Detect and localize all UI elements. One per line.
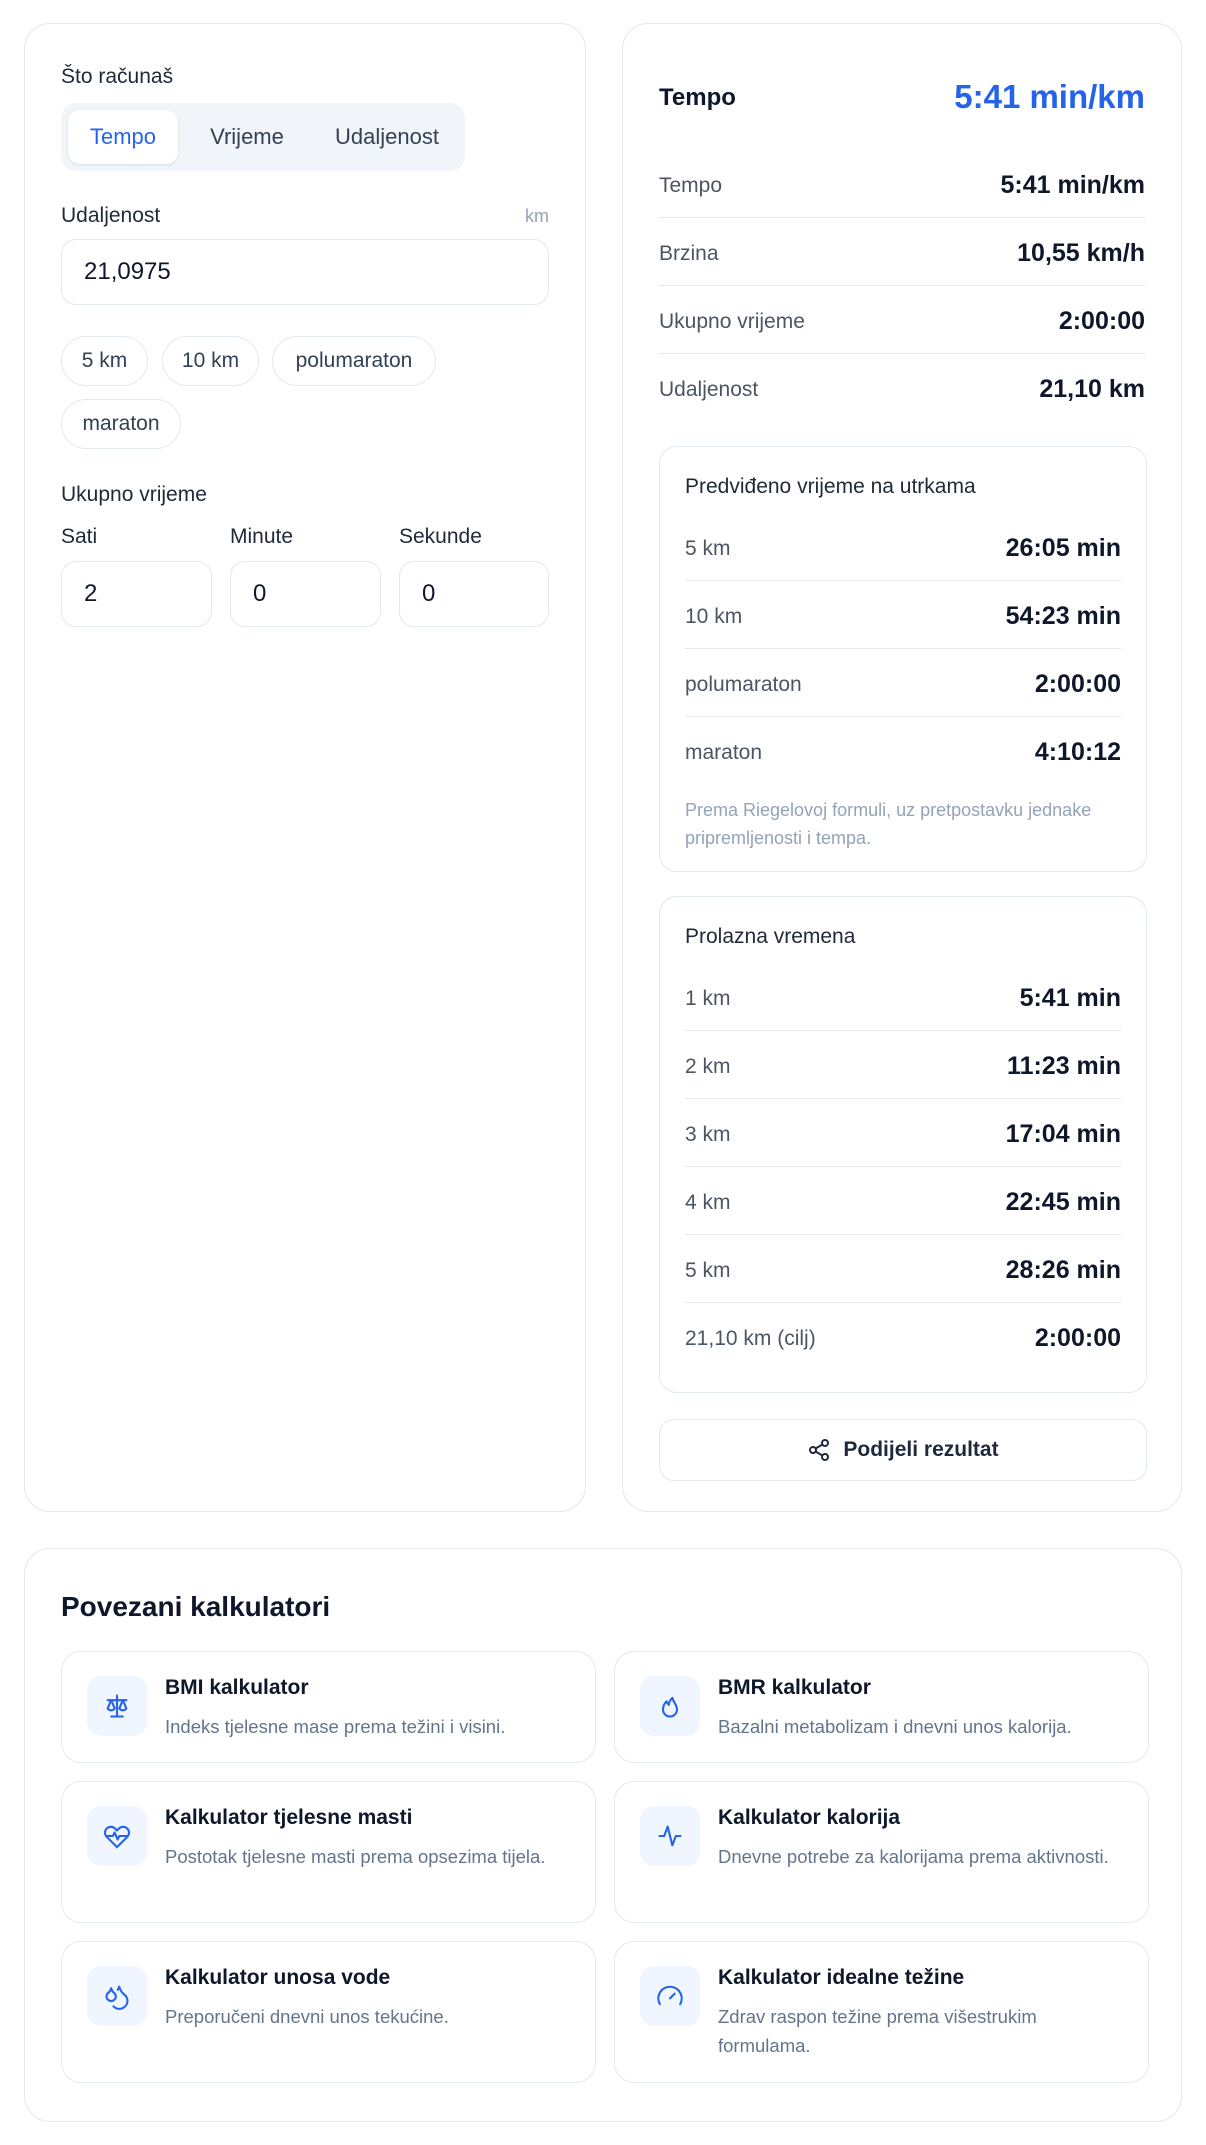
related-item-title: Kalkulator idealne težine bbox=[718, 1966, 965, 1989]
related-item-bmr[interactable] bbox=[614, 1651, 1149, 1763]
heart-pulse-icon bbox=[87, 1806, 147, 1866]
preset-marathon-chip[interactable]: maraton bbox=[61, 399, 181, 449]
result-row-label: Tempo bbox=[659, 174, 723, 197]
mode-segmented-control bbox=[61, 103, 465, 171]
mode-tab-tempo[interactable]: Tempo bbox=[68, 110, 178, 164]
result-row-label: Brzina bbox=[659, 242, 719, 265]
prediction-value: 4:10:12 bbox=[1034, 738, 1121, 766]
divider bbox=[685, 1302, 1121, 1303]
seconds-input[interactable]: 0 bbox=[399, 561, 549, 627]
split-value: 2:00:00 bbox=[1034, 1324, 1121, 1352]
mode-tab-udaljenost[interactable]: Udaljenost bbox=[335, 124, 439, 149]
share-result-label: Podijeli rezultat bbox=[843, 1438, 999, 1461]
split-value: 17:04 min bbox=[1005, 1120, 1121, 1148]
seconds-label: Sekunde bbox=[399, 525, 482, 548]
split-value: 11:23 min bbox=[1007, 1052, 1121, 1080]
minutes-input[interactable]: 0 bbox=[230, 561, 381, 627]
divider bbox=[659, 285, 1145, 286]
result-card bbox=[622, 23, 1182, 1512]
preset-10km-chip[interactable]: 10 km bbox=[162, 336, 259, 386]
related-item-desc: Dnevne potrebe za kalorijama prema aktivnosti. bbox=[718, 1846, 1109, 1867]
prediction-value: 26:05 min bbox=[1005, 534, 1121, 562]
related-item-desc: Bazalni metabolizam i dnevni unos kalorija. bbox=[718, 1716, 1072, 1737]
split-label: 2 km bbox=[685, 1055, 731, 1078]
divider bbox=[659, 217, 1145, 218]
divider bbox=[659, 353, 1145, 354]
related-item-title: Kalkulator tjelesne masti bbox=[165, 1806, 413, 1829]
share-icon bbox=[807, 1438, 831, 1462]
share-result-button[interactable] bbox=[659, 1419, 1147, 1481]
calculator-input-card bbox=[24, 23, 586, 1512]
related-item-desc: Postotak tjelesne masti prema opsezima tijela. bbox=[165, 1846, 546, 1867]
prediction-label: maraton bbox=[685, 741, 763, 764]
divider bbox=[685, 716, 1121, 717]
distance-input[interactable]: 21,0975 bbox=[61, 239, 549, 305]
total-time-label: Ukupno vrijeme bbox=[61, 483, 207, 506]
distance-unit: km bbox=[525, 206, 549, 226]
activity-icon bbox=[640, 1806, 700, 1866]
gauge-icon bbox=[640, 1966, 700, 2026]
prediction-value: 54:23 min bbox=[1005, 602, 1121, 630]
hours-label: Sati bbox=[61, 525, 98, 548]
result-row-value: 10,55 km/h bbox=[1017, 239, 1145, 267]
related-item-title: BMR kalkulator bbox=[718, 1676, 871, 1699]
related-item-calories[interactable] bbox=[614, 1781, 1149, 1923]
related-item-bmi[interactable] bbox=[61, 1651, 596, 1763]
preset-5km-chip[interactable]: 5 km bbox=[61, 336, 148, 386]
split-value: 28:26 min bbox=[1005, 1256, 1121, 1284]
race-predictions-card bbox=[659, 446, 1147, 872]
mode-tab-vrijeme[interactable]: Vrijeme bbox=[210, 124, 284, 149]
preset-half-marathon-chip[interactable]: polumaraton bbox=[272, 336, 436, 386]
split-label: 4 km bbox=[685, 1191, 731, 1214]
related-item-desc: Preporučeni dnevni unos tekućine. bbox=[165, 2006, 449, 2027]
result-row-value: 2:00:00 bbox=[1058, 307, 1145, 335]
prediction-label: 5 km bbox=[685, 537, 731, 560]
predictions-title: Predviđeno vrijeme na utrkama bbox=[685, 475, 976, 498]
result-headline: 5:41 min/km bbox=[954, 78, 1145, 115]
related-item-desc: Zdrav raspon težine prema višestrukim formulama. bbox=[718, 2006, 1037, 2056]
split-label: 3 km bbox=[685, 1123, 731, 1146]
distance-label: Udaljenost bbox=[61, 204, 161, 227]
prediction-value: 2:00:00 bbox=[1034, 670, 1121, 698]
result-row-label: Ukupno vrijeme bbox=[659, 310, 805, 333]
result-row-value: 21,10 km bbox=[1039, 375, 1145, 403]
related-item-title: Kalkulator kalorija bbox=[718, 1806, 901, 1829]
related-item-body-fat[interactable] bbox=[61, 1781, 596, 1923]
related-calculators-card bbox=[24, 1548, 1182, 2122]
related-title: Povezani kalkulatori bbox=[61, 1591, 331, 1622]
divider bbox=[685, 648, 1121, 649]
split-value: 5:41 min bbox=[1019, 984, 1121, 1012]
splits-title: Prolazna vremena bbox=[685, 925, 856, 948]
related-item-title: BMI kalkulator bbox=[165, 1676, 309, 1699]
result-row-label: Udaljenost bbox=[659, 378, 759, 401]
split-value: 22:45 min bbox=[1005, 1188, 1121, 1216]
divider bbox=[685, 1234, 1121, 1235]
splits-card bbox=[659, 896, 1147, 1393]
minutes-label: Minute bbox=[230, 525, 294, 548]
mode-label: Što računaš bbox=[61, 65, 174, 88]
droplets-icon bbox=[87, 1966, 147, 2026]
hours-input[interactable]: 2 bbox=[61, 561, 212, 627]
prediction-label: 10 km bbox=[685, 605, 743, 628]
scale-icon bbox=[87, 1676, 147, 1736]
split-label: 5 km bbox=[685, 1259, 731, 1282]
result-title: Tempo bbox=[659, 84, 736, 111]
split-label: 21,10 km (cilj) bbox=[685, 1327, 816, 1350]
predictions-note: Prema Riegelovoj formuli, uz pretpostavku jednake pripremljenosti i tempa. bbox=[685, 800, 1092, 848]
related-item-water[interactable] bbox=[61, 1941, 596, 2083]
divider bbox=[685, 1030, 1121, 1031]
related-item-title: Kalkulator unosa vode bbox=[165, 1966, 391, 1989]
related-item-ideal-weight[interactable] bbox=[614, 1941, 1149, 2083]
divider bbox=[685, 580, 1121, 581]
divider bbox=[685, 1098, 1121, 1099]
divider bbox=[685, 1166, 1121, 1167]
prediction-label: polumaraton bbox=[685, 673, 802, 696]
related-item-desc: Indeks tjelesne mase prema težini i visini. bbox=[165, 1716, 506, 1737]
split-label: 1 km bbox=[685, 987, 731, 1010]
flame-icon bbox=[640, 1676, 700, 1736]
result-row-value: 5:41 min/km bbox=[1000, 171, 1145, 199]
